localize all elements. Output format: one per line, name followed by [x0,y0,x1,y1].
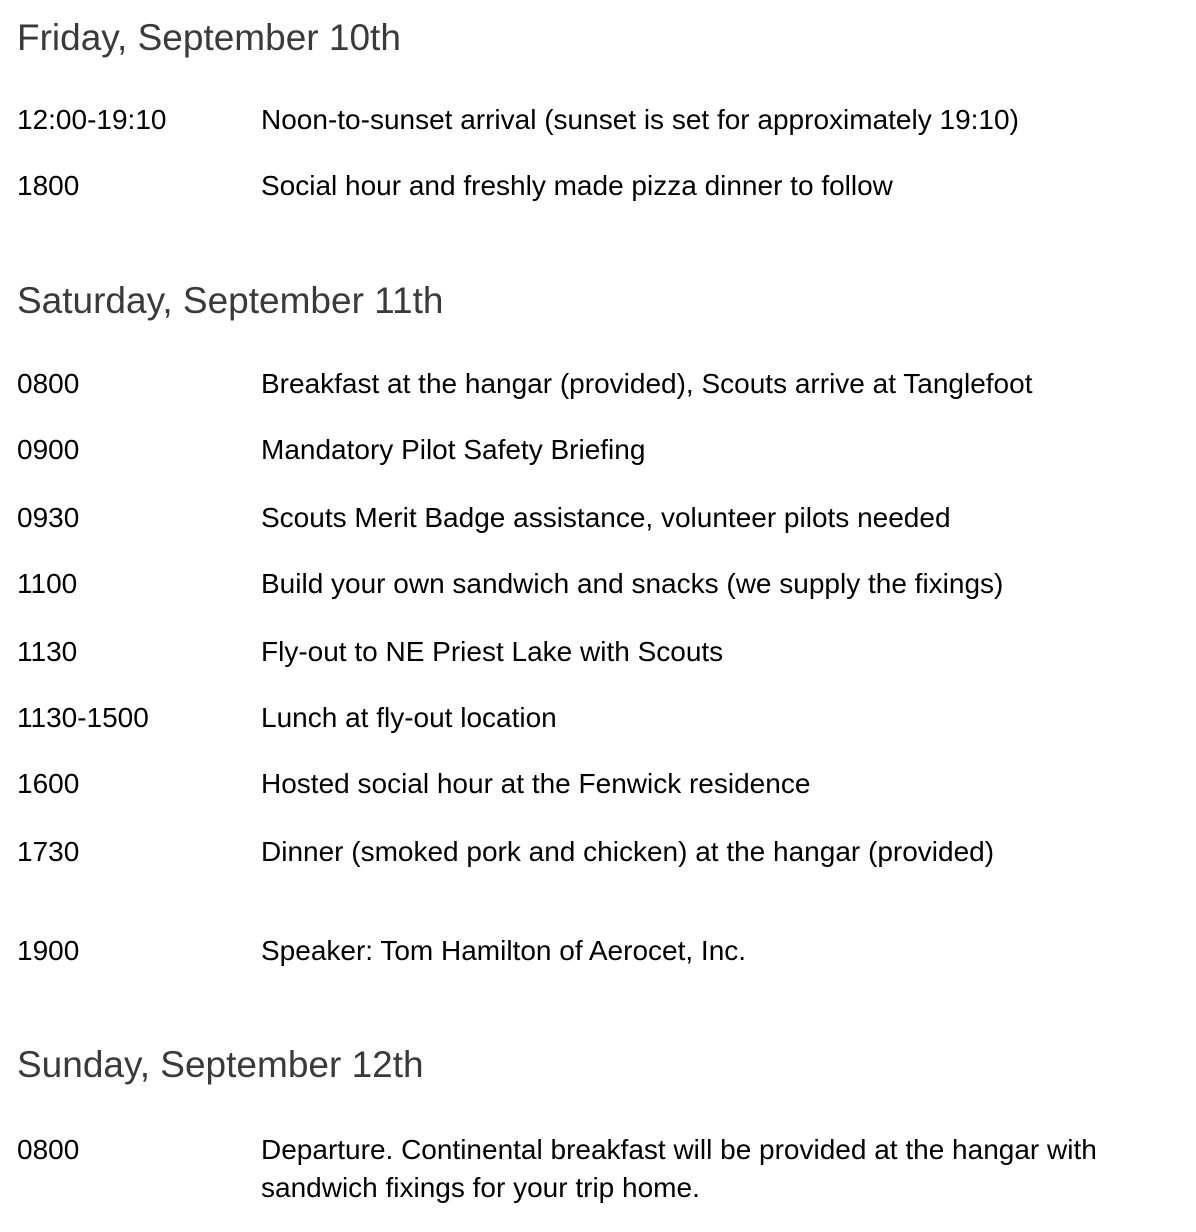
event-time: 1130 [17,636,78,667]
event-description: Lunch at fly-out location [261,702,557,733]
event-description: Build your own sandwich and snacks (we supply the fixings) [261,568,1004,599]
event-description: Speaker: Tom Hamilton of Aerocet, Inc. [261,935,747,966]
event-description: Dinner (smoked pork and chicken) at the hangar (provided) [261,836,995,867]
event-time: 1800 [17,170,80,201]
event-description: Fly-out to NE Priest Lake with Scouts [261,636,724,667]
day-heading-saturday: Saturday, September 11th [17,280,444,321]
event-time: 1100 [17,568,78,599]
day-heading-sunday: Sunday, September 12th [17,1044,424,1085]
event-time: 0930 [17,502,80,533]
event-description: Departure. Continental breakfast will be provided at the hangar with sandwich fixings for your trip home. [261,1134,1097,1203]
event-description: Mandatory Pilot Safety Briefing [261,434,646,465]
event-time: 0800 [17,368,80,399]
event-description: Social hour and freshly made pizza dinner to follow [261,170,893,201]
day-heading-friday: Friday, September 10th [17,17,401,58]
event-description: Scouts Merit Badge assistance, volunteer pilots needed [261,502,951,533]
event-time: 0800 [17,1134,80,1165]
event-time: 1130-1500 [17,702,149,733]
event-time: 0900 [17,434,80,465]
event-description: Hosted social hour at the Fenwick residence [261,768,811,799]
event-time: 1730 [17,836,80,867]
event-description: Breakfast at the hangar (provided), Scouts arrive at Tanglefoot [261,368,1033,399]
event-time: 12:00-19:10 [17,104,167,135]
event-time: 1600 [17,768,80,799]
event-time: 1900 [17,935,80,966]
event-description: Noon-to-sunset arrival (sunset is set for approximately 19:10) [261,104,1019,135]
